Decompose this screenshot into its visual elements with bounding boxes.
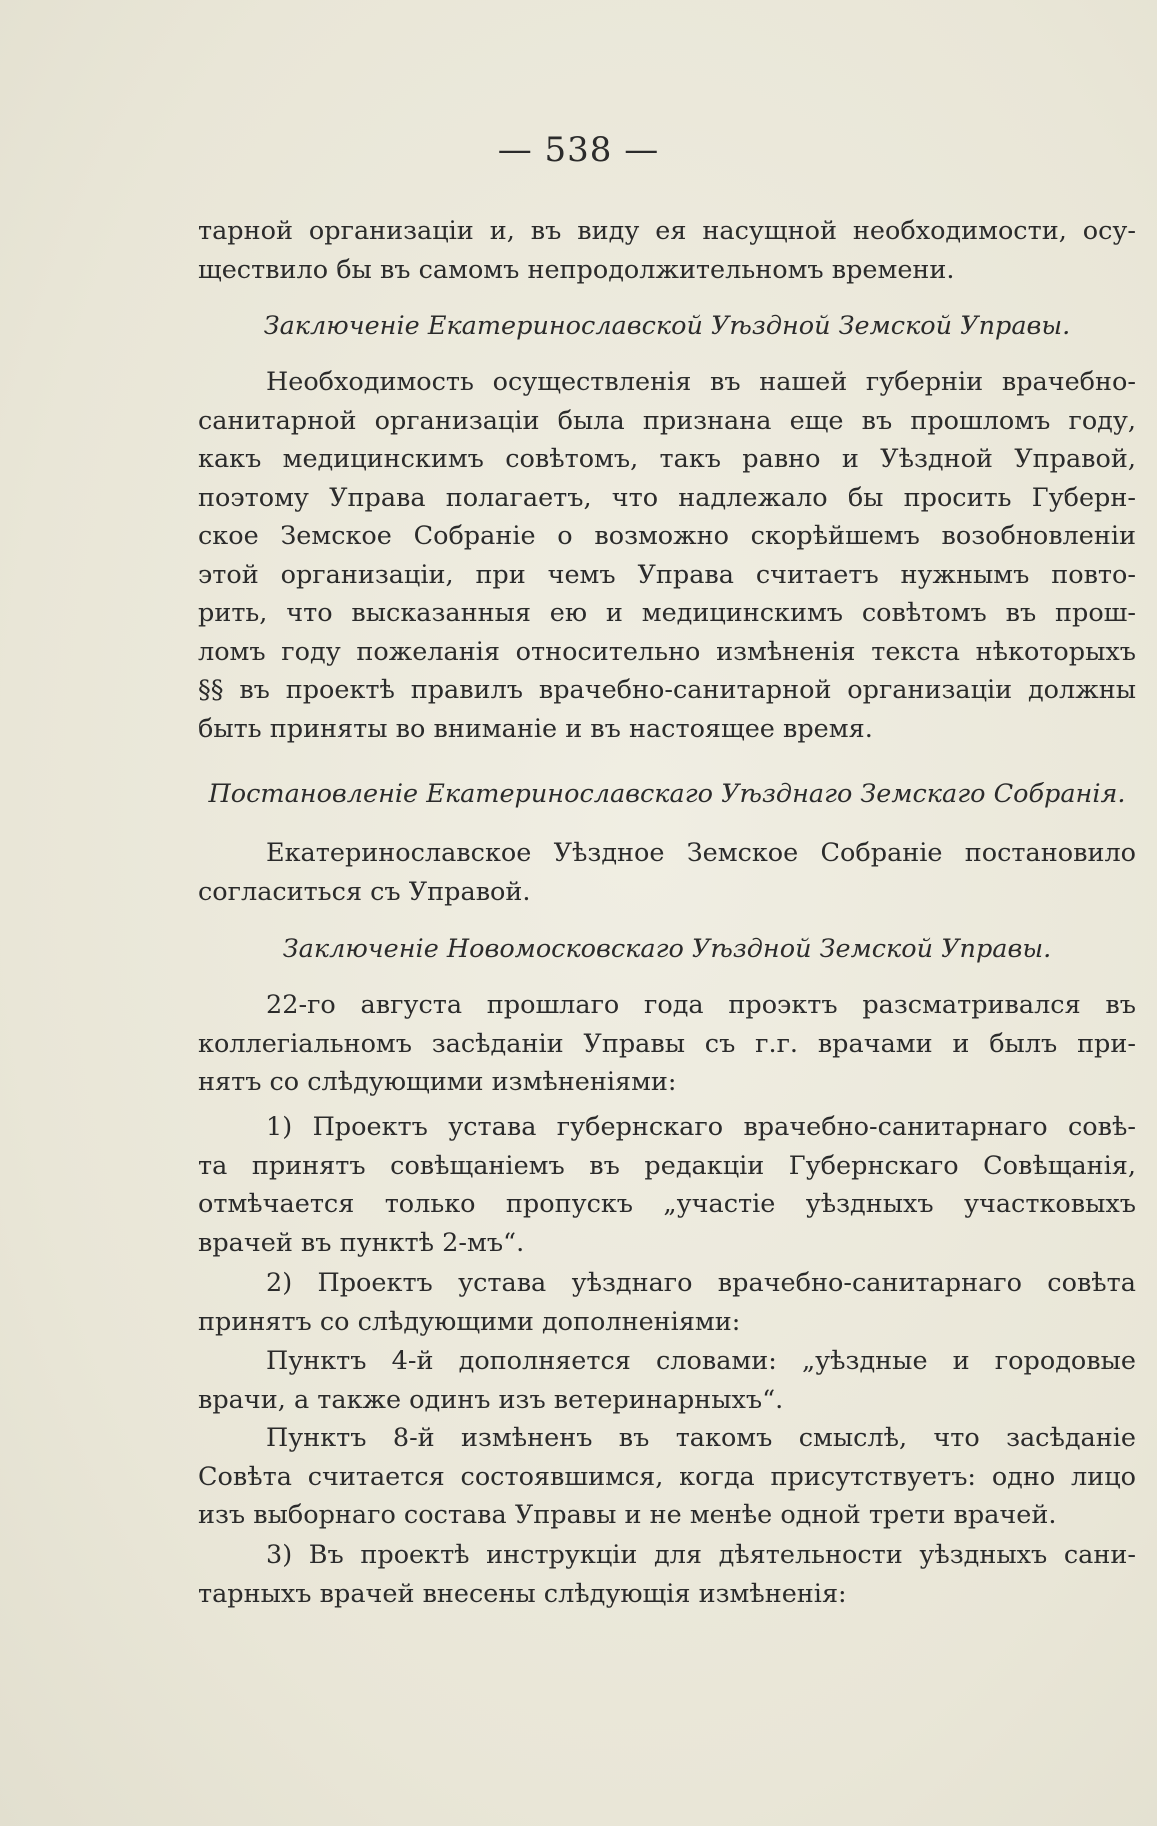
text-line: 22-го августа прошлаго года проэктъ разсматривался въ (266, 990, 1136, 1020)
paragraph (198, 1419, 1136, 1535)
text-line: тарной организаціи и, въ виду ея насущной необходимости, осу- (198, 216, 1136, 246)
text-line: Пунктъ 8-й измѣненъ въ такомъ смыслѣ, что засѣданіе (266, 1423, 1136, 1453)
text-line: быть приняты во вниманіе и въ настоящее время. (198, 713, 873, 744)
list-item (198, 1264, 1136, 1341)
text-line: принятъ со слѣдующими дополненіями: (198, 1306, 741, 1337)
text-line: тарныхъ врачей внесены слѣдующія измѣненія: (198, 1578, 847, 1609)
text-line: Совѣта считается состоявшимся, когда присутствуетъ: одно лицо (198, 1461, 1136, 1492)
text-line: Необходимость осуществленія въ нашей губерніи врачебно- (266, 367, 1136, 397)
text-line: та принятъ совѣщаніемъ въ редакціи Губернскаго Совѣщанія, (198, 1150, 1136, 1181)
paragraph-continuation (198, 212, 1136, 289)
text-line: коллегіальномъ засѣданіи Управы съ г.г. врачами и былъ при- (198, 1028, 1136, 1059)
section-heading: Постановленіе Екатеринославскаго Уѣзднаго Земскаго Собранія. (208, 779, 1126, 809)
text-line: согласиться съ Управой. (198, 876, 531, 907)
page-number: — 538 — (497, 130, 660, 170)
text-line: 3) Въ проектѣ инструкціи для дѣятельности уѣздныхъ сани- (266, 1540, 1136, 1570)
text-line: ществило бы въ самомъ непродолжительномъ времени. (198, 254, 955, 285)
text-line: ское Земское Собраніе о возможно скорѣйшемъ возобновленіи (198, 521, 1136, 551)
paragraph (198, 834, 1136, 911)
text-line: изъ выборнаго состава Управы и не менѣе одной трети врачей. (198, 1500, 1057, 1530)
text-line: врачей въ пунктѣ 2-мъ“. (198, 1227, 525, 1258)
text-line: ломъ году пожеланія относительно измѣненія текста нѣкоторыхъ (198, 636, 1136, 667)
text-line: поэтому Управа полагаетъ, что надлежало бы просить Губерн- (198, 482, 1136, 513)
text-line: этой организаціи, при чемъ Управа считаетъ нужнымъ повто- (198, 559, 1136, 590)
text-line: 2) Проектъ устава уѣзднаго врачебно-санитарнаго совѣта (266, 1268, 1136, 1298)
text-line: рить, что высказанныя ею и медицинскимъ совѣтомъ въ прош- (198, 598, 1136, 628)
text-line: Екатеринославское Уѣздное Земское Собраніе постановило (266, 838, 1136, 868)
section-heading: Заключеніе Новомосковскаго Уѣздной Земской Управы. (282, 934, 1052, 964)
paragraph (198, 363, 1136, 748)
paragraph (198, 1342, 1136, 1419)
text-line: Пунктъ 4-й дополняется словами: „уѣздные и городовые (266, 1346, 1136, 1376)
text-line: врачи, а также одинъ изъ ветеринарныхъ“. (198, 1384, 784, 1415)
text-line: 1) Проектъ устава губернскаго врачебно-санитарнаго совѣ- (266, 1112, 1136, 1142)
paragraph (198, 986, 1136, 1102)
text-line: §§ въ проектѣ правилъ врачебно-санитарной организаціи должны (198, 675, 1136, 705)
text-line: санитарной организаціи была признана еще въ прошломъ году, (198, 405, 1136, 436)
text-line: нятъ со слѣдующими измѣненіями: (198, 1067, 677, 1097)
list-item (198, 1108, 1136, 1262)
section-heading: Заключеніе Екатеринославской Уѣздной Земской Управы. (263, 311, 1071, 341)
text-line: какъ медицинскимъ совѣтомъ, такъ равно и Уѣздной Управой, (198, 444, 1136, 474)
list-item (198, 1536, 1136, 1613)
text-line: отмѣчается только пропускъ „участіе уѣздныхъ участковыхъ (198, 1189, 1136, 1219)
